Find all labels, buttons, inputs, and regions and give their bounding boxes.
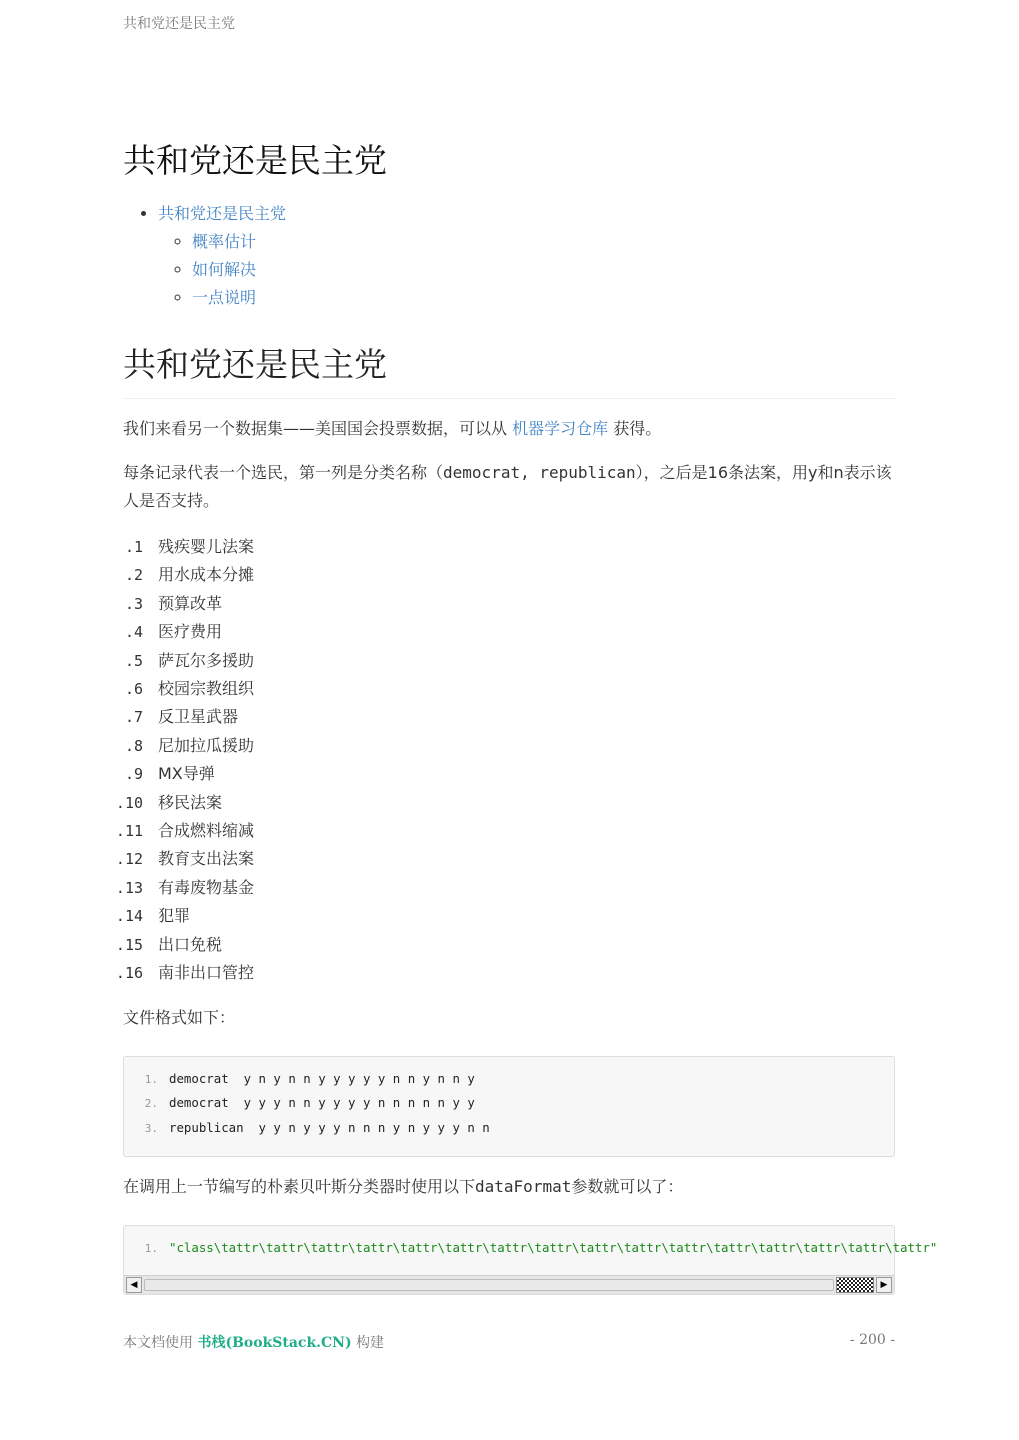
table-of-contents (123, 200, 895, 312)
bill-number: 5. (124, 651, 143, 670)
code-line (124, 1238, 937, 1258)
bill-list-item (115, 789, 895, 817)
code-line (124, 1093, 475, 1113)
bill-number: 4. (124, 623, 143, 642)
scrollbar-thumb[interactable] (836, 1277, 874, 1293)
footer-brand-link[interactable]: 书栈(BookStack.CN) (197, 1335, 352, 1351)
toc-link-main[interactable]: 共和党还是民主党 (158, 204, 287, 223)
bill-list-item (115, 874, 895, 902)
record-text-end: ），之后是16条法案，用y和n表示该人是否支持。 (123, 463, 892, 510)
bill-name: MX导弹 (158, 764, 215, 784)
bill-number: 7. (124, 708, 143, 727)
bill-name: 预算改革 (158, 593, 223, 613)
main-content (115, 138, 938, 1295)
bill-name: 校园宗教组织 (158, 679, 255, 699)
bill-number: 16. (115, 964, 143, 983)
line-number: 1. (144, 1072, 158, 1086)
bill-number: 14. (115, 907, 143, 926)
data-sample-code-block (123, 1056, 895, 1157)
format-label: 文件格式如下： (123, 1007, 236, 1027)
bill-name: 萨瓦尔多援助 (158, 650, 255, 670)
code-text: democrat y n y n n y y y y y n n y n n y (169, 1070, 475, 1086)
intro-text: 我们来看另一个数据集——美国国会投票数据，可以从 (123, 419, 513, 438)
code-text: republican y y n y y y n n n y n y y y n n (169, 1119, 490, 1135)
ml-repository-link[interactable]: 机器学习仓库 (512, 419, 609, 438)
toc-item (192, 228, 895, 256)
toc-item (192, 256, 895, 284)
bill-name: 教育支出法案 (158, 849, 255, 869)
section-heading: 共和党还是民主党 (123, 342, 895, 399)
page-title: 共和党还是民主党 (123, 141, 387, 180)
bill-list-item (123, 618, 895, 646)
class-names-code: democrat, republican (443, 463, 636, 482)
record-description (123, 459, 895, 515)
bill-name: 反卫星武器 (158, 707, 239, 727)
bill-list-item (123, 732, 895, 760)
bill-list-item (123, 647, 895, 675)
scrollbar-track[interactable] (144, 1279, 834, 1291)
footer-prefix: 本文档使用 (123, 1335, 198, 1351)
bill-number: 6. (124, 680, 143, 699)
dataformat-code: dataFormat (475, 1176, 572, 1196)
bill-list-item (123, 561, 895, 589)
bill-name: 合成燃料缩减 (158, 821, 255, 841)
bill-name: 南非出口管控 (158, 963, 255, 983)
scroll-right-arrow-icon[interactable]: ▶ (876, 1277, 892, 1293)
bill-name: 犯罪 (158, 906, 191, 926)
bill-number: 12. (115, 850, 143, 869)
bill-list-item (123, 703, 895, 731)
dataformat-text: 在调用上一节编写的朴素贝叶斯分类器时使用以下 (123, 1176, 476, 1196)
bill-number: 11. (115, 822, 143, 841)
bill-name: 残疾婴儿法案 (158, 537, 255, 556)
code-line (124, 1069, 475, 1089)
bill-number: 13. (115, 878, 143, 897)
bill-list-item (123, 533, 895, 561)
bill-name: 用水成本分摊 (158, 565, 255, 585)
toc-link-probability[interactable]: 概率估计 (192, 232, 257, 251)
scroll-left-arrow-icon[interactable]: ◀ (126, 1277, 142, 1293)
bill-name: 出口免税 (158, 934, 223, 954)
toc-link-solution[interactable]: 如何解决 (192, 260, 257, 279)
line-number: 2. (144, 1097, 158, 1110)
dataformat-paragraph (123, 1173, 895, 1201)
bill-list-item (115, 817, 895, 845)
page-number: - 200 - (849, 1332, 895, 1348)
bill-list-item (115, 902, 895, 930)
intro-text-end: 获得。 (608, 419, 662, 438)
bill-number: 10. (115, 793, 143, 812)
footer-credit (123, 1332, 384, 1352)
bill-number: 8. (124, 736, 143, 755)
bill-number: 9. (124, 765, 143, 784)
bill-list-item (123, 675, 895, 703)
dataformat-text-end: 参数就可以了： (571, 1176, 684, 1196)
bill-name: 有毒废物基金 (158, 877, 255, 897)
bill-list-item (115, 931, 895, 959)
footer-suffix: 构建 (351, 1335, 385, 1351)
record-text: 每条记录代表一个选民，第一列是分类名称（ (123, 463, 444, 482)
line-number: 1. (144, 1241, 158, 1255)
bill-list-item (115, 959, 895, 987)
bill-name: 尼加拉瓜援助 (158, 735, 255, 755)
code-text: "class\tattr\tattr\tattr\tattr\tattr\tattr\tattr\tattr\tattr\tattr\tattr\tattr\tattr\tattr\tattr\tattr" (169, 1239, 938, 1255)
dataformat-code-block (123, 1225, 938, 1295)
toc-item (192, 284, 895, 312)
bill-number: 3. (124, 594, 143, 613)
bill-list-item (115, 845, 895, 873)
toc-link-notes[interactable]: 一点说明 (192, 288, 257, 307)
bill-list (115, 533, 895, 988)
bill-name: 医疗费用 (158, 622, 223, 642)
running-header: 共和党还是民主党 (123, 16, 235, 32)
bill-number: 1. (124, 538, 143, 556)
bill-number: 15. (115, 935, 143, 954)
line-number: 3. (144, 1121, 158, 1135)
intro-paragraph (123, 415, 895, 443)
bill-list-item (123, 590, 895, 618)
code-line (124, 1118, 490, 1138)
horizontal-scrollbar[interactable] (124, 1275, 894, 1294)
bill-list-item (123, 760, 895, 788)
code-text: democrat y y y n n y y y y n n n n n y y (169, 1095, 475, 1110)
bill-name: 移民法案 (158, 792, 223, 812)
bill-number: 2. (124, 566, 143, 585)
toc-item (158, 200, 895, 312)
